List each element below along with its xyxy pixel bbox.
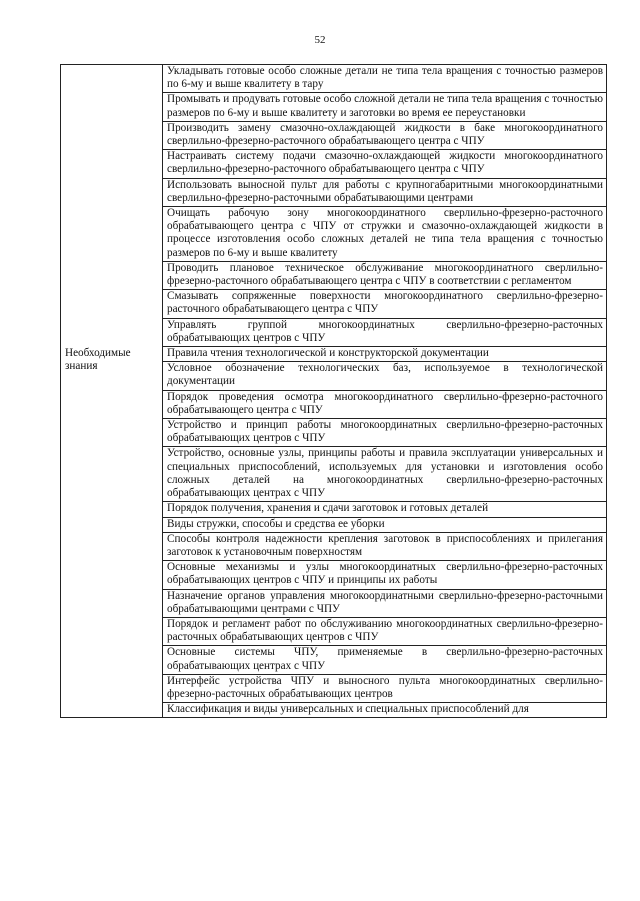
knowledge-section <box>61 347 607 718</box>
requirement-text: Использовать выносной пульт для работы с крупногабаритными многокоординатными сверлильно-фрезерно-расточными обрабатывающими центрами <box>163 178 607 206</box>
requirement-text: Очищать рабочую зону многокоординатного сверлильно-фрезерно-расточного обрабатывающего центра с ЧПУ от стружки и смазочно-охлаждающей жидкости в процессе изготовления особо сложных деталей не типа тела вращения с точностью размеров по 6-му и выше квалитету <box>163 207 607 262</box>
table-row <box>61 65 607 93</box>
requirement-text: Порядок проведения осмотра многокоординатного сверлильно-фрезерно-расточного обрабатывающего центра с ЧПУ <box>163 390 607 418</box>
skills-section <box>61 65 607 347</box>
requirement-text: Основные механизмы и узлы многокоординатных сверлильно-фрезерно-расточных обрабатывающих центров с ЧПУ и принципы их работы <box>163 561 607 589</box>
competency-table <box>60 64 607 718</box>
requirement-text: Правила чтения технологической и конструкторской документации <box>163 347 607 362</box>
requirement-text: Настраивать систему подачи смазочно-охлаждающей жидкости многокоординатного сверлильно-фрезерно-расточного обрабатывающего центра с ЧПУ <box>163 150 607 178</box>
requirement-text: Назначение органов управления многокоординатными сверлильно-фрезерно-расточными обрабатывающими центрами с ЧПУ <box>163 589 607 617</box>
requirement-text: Способы контроля надежности крепления заготовок в приспособлениях и прилегания заготовок к установочным поверхностям <box>163 532 607 560</box>
requirement-text: Порядок и регламент работ по обслуживанию многокоординатных сверлильно-фрезерно-расточных обрабатывающих центров с ЧПУ <box>163 617 607 645</box>
requirement-text: Управлять группой многокоординатных сверлильно-фрезерно-расточных обрабатывающих центров с ЧПУ <box>163 318 607 346</box>
requirement-text: Производить замену смазочно-охлаждающей жидкости в баке многокоординатного сверлильно-фрезерно-расточного обрабатывающего центра с ЧПУ <box>163 121 607 149</box>
page-number: 52 <box>314 34 326 46</box>
requirement-text: Классификация и виды универсальных и специальных приспособлений для <box>163 703 607 718</box>
requirement-text: Условное обозначение технологических баз, используемое в технологической документации <box>163 362 607 390</box>
requirement-text: Устройство, основные узлы, принципы работы и правила эксплуатации универсальных и специальных приспособлений, используемых для установки и изготовления особо сложных деталей на многокоординатных сверлильно-фрезерно-расточных обрабатывающих центрах с ЧПУ <box>163 447 607 502</box>
requirement-text: Устройство и принцип работы многокоординатных сверлильно-фрезерно-расточных обрабатывающих центров с ЧПУ <box>163 419 607 447</box>
table-row <box>61 347 607 362</box>
requirement-text: Проводить плановое техническое обслуживание многокоординатного сверлильно-фрезерно-расточного обрабатывающего центра с ЧПУ в соответствии с регламентом <box>163 261 607 289</box>
requirement-text: Промывать и продувать готовые особо сложной детали не типа тела вращения с точностью размеров по 6-му и выше квалитету и заготовки во время ее переустановки <box>163 93 607 121</box>
requirement-text: Смазывать сопряженные поверхности многокоординатного сверлильно-фрезерно-расточного обрабатывающего центра с ЧПУ <box>163 290 607 318</box>
requirement-text: Укладывать готовые особо сложные детали не типа тела вращения с точностью размеров по 6-му и выше квалитету в тару <box>163 65 607 93</box>
category-label: Необходимые знания <box>61 347 163 718</box>
category-label <box>61 65 163 347</box>
requirement-text: Основные системы ЧПУ, применяемые в сверлильно-фрезерно-расточных обрабатывающих центрах с ЧПУ <box>163 646 607 674</box>
requirement-text: Виды стружки, способы и средства ее уборки <box>163 517 607 532</box>
requirement-text: Порядок получения, хранения и сдачи заготовок и готовых деталей <box>163 502 607 517</box>
requirement-text: Интерфейс устройства ЧПУ и выносного пульта многокоординатных сверлильно-фрезерно-расточных обрабатывающих центров <box>163 674 607 702</box>
